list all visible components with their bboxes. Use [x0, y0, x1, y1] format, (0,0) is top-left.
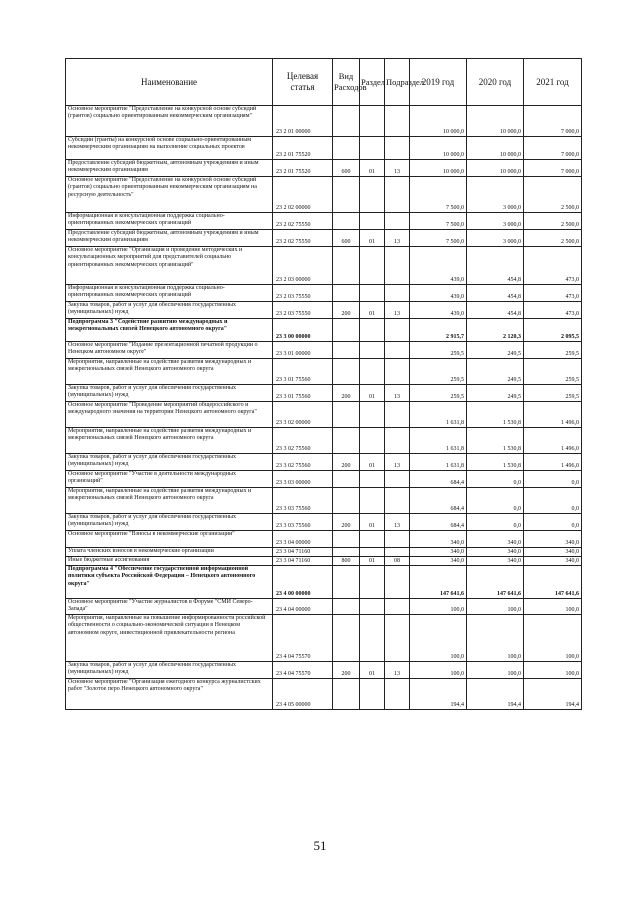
row-section: [360, 106, 385, 137]
table-row: [66, 359, 582, 385]
row-value-2021: 7 000,0: [524, 106, 582, 137]
row-name: Субсидии (гранты) на конкурсной основе социально-ориентированным некоммерческим организациям на выполнение социальных проектов: [66, 137, 273, 160]
table-row: [66, 160, 582, 177]
row-value-2020: 1 530,8: [467, 428, 524, 454]
row-subsection: [385, 359, 410, 385]
row-value-2021: 2 500,0: [524, 230, 582, 247]
row-kind: 200: [333, 385, 360, 402]
budget-sheet: [65, 58, 582, 710]
row-value-2019: 259,5: [410, 342, 467, 359]
row-name: Информационная и консультационная поддержка социально-ориентированных некоммерческих организаций: [66, 285, 273, 302]
row-section: [360, 488, 385, 514]
row-value-2019: 439,0: [410, 302, 467, 319]
row-value-2021: 340,0: [524, 548, 582, 557]
row-value-2019: 100,0: [410, 662, 467, 679]
row-target-code: 23 2 02 75550: [273, 213, 333, 230]
table-row: [66, 137, 582, 160]
table-header-row: [66, 59, 582, 106]
row-subsection: 13: [385, 454, 410, 471]
row-name: Основное мероприятие "Предоставление на конкурсной основе субсидий (грантов) социально ориентированным некоммерческим организациям на ресурсную деятельность": [66, 177, 273, 213]
row-kind: [333, 177, 360, 213]
row-value-2019: 147 641,6: [410, 566, 467, 599]
row-value-2019: 259,5: [410, 385, 467, 402]
header-2020: 2020 год: [467, 59, 524, 106]
table-row: [66, 566, 582, 599]
table-body: [66, 106, 582, 710]
row-kind: 600: [333, 230, 360, 247]
row-value-2020: 340,0: [467, 557, 524, 566]
row-target-code: 23 2 03 75550: [273, 285, 333, 302]
row-name: Закупка товаров, работ и услуг для обеспечения государственных (муниципальных) нужд: [66, 514, 273, 531]
row-value-2021: 473,0: [524, 247, 582, 285]
row-section: [360, 213, 385, 230]
row-kind: [333, 137, 360, 160]
table-row: [66, 615, 582, 662]
header-section: Раздел: [360, 59, 385, 106]
row-value-2019: 7 500,0: [410, 230, 467, 247]
row-name: Предоставление субсидий бюджетным, автономным учреждениям и иным некоммерческим организациям: [66, 160, 273, 177]
row-subsection: [385, 106, 410, 137]
row-target-code: 23 3 03 00000: [273, 471, 333, 488]
row-value-2021: 1 496,0: [524, 428, 582, 454]
row-value-2020: 0,0: [467, 514, 524, 531]
row-kind: [333, 615, 360, 662]
row-value-2021: 473,0: [524, 302, 582, 319]
header-2019: 2019 год: [410, 59, 467, 106]
row-target-code: 23 3 04 71160: [273, 557, 333, 566]
row-value-2020: 340,0: [467, 548, 524, 557]
row-section: [360, 599, 385, 615]
row-target-code: 23 2 01 75520: [273, 137, 333, 160]
table-row: [66, 514, 582, 531]
row-value-2021: 194,4: [524, 679, 582, 710]
row-value-2020: 100,0: [467, 615, 524, 662]
row-section: [360, 402, 385, 428]
row-value-2020: 454,8: [467, 247, 524, 285]
row-value-2019: 684,4: [410, 514, 467, 531]
table-row: [66, 106, 582, 137]
row-value-2019: 100,0: [410, 599, 467, 615]
row-value-2021: 473,0: [524, 285, 582, 302]
row-name: Основное мероприятие "Взносы в некоммерческие организации": [66, 531, 273, 548]
row-subsection: 13: [385, 385, 410, 402]
row-kind: [333, 471, 360, 488]
row-name: Подпрограмма 4 "Обеспечение государственной информационной политики субъекта Российской Федерации – Ненецкого автономного округа": [66, 566, 273, 599]
row-value-2021: 2 500,0: [524, 213, 582, 230]
row-kind: [333, 428, 360, 454]
row-target-code: 23 2 03 00000: [273, 247, 333, 285]
row-value-2021: 340,0: [524, 557, 582, 566]
table-row: [66, 385, 582, 402]
row-subsection: 08: [385, 557, 410, 566]
row-target-code: 23 3 02 75560: [273, 454, 333, 471]
table-row: [66, 319, 582, 342]
row-value-2021: 0,0: [524, 514, 582, 531]
table-row: [66, 302, 582, 319]
row-value-2019: 439,0: [410, 247, 467, 285]
row-target-code: 23 3 01 00000: [273, 342, 333, 359]
row-section: [360, 247, 385, 285]
row-kind: [333, 548, 360, 557]
row-target-code: 23 2 02 75550: [273, 230, 333, 247]
row-name: Подпрограмма 3 "Содействие развитию международных и межрегиональных связей Ненецкого автономного округа": [66, 319, 273, 342]
row-section: [360, 531, 385, 548]
row-value-2021: 100,0: [524, 662, 582, 679]
row-subsection: 13: [385, 160, 410, 177]
row-section: [360, 359, 385, 385]
row-section: 01: [360, 557, 385, 566]
row-value-2020: 340,0: [467, 531, 524, 548]
row-target-code: 23 3 04 71160: [273, 548, 333, 557]
row-target-code: 23 2 02 00000: [273, 177, 333, 213]
header-subsection: Подраздел: [385, 59, 410, 106]
row-subsection: [385, 319, 410, 342]
budget-table: [65, 58, 582, 710]
row-value-2021: 100,0: [524, 599, 582, 615]
row-value-2020: 100,0: [467, 662, 524, 679]
row-value-2020: 0,0: [467, 488, 524, 514]
row-value-2019: 340,0: [410, 548, 467, 557]
row-value-2019: 684,4: [410, 471, 467, 488]
row-name: Основное мероприятие "Проведение мероприятий общероссийского и международного значения на территории Ненецкого автономного округа": [66, 402, 273, 428]
row-kind: [333, 319, 360, 342]
header-2021: 2021 год: [524, 59, 582, 106]
row-section: [360, 428, 385, 454]
page-number: 51: [313, 838, 327, 853]
table-row: [66, 557, 582, 566]
row-subsection: [385, 428, 410, 454]
row-target-code: 23 4 05 00000: [273, 679, 333, 710]
row-target-code: 23 2 01 00000: [273, 106, 333, 137]
row-value-2020: 3 000,0: [467, 213, 524, 230]
row-value-2021: 2 500,0: [524, 177, 582, 213]
row-value-2021: 7 000,0: [524, 160, 582, 177]
row-value-2020: 10 000,0: [467, 106, 524, 137]
row-kind: [333, 599, 360, 615]
row-section: 01: [360, 454, 385, 471]
row-kind: 600: [333, 160, 360, 177]
header-target: Целевая статья: [273, 59, 333, 106]
table-row: [66, 247, 582, 285]
row-target-code: 23 4 04 75570: [273, 615, 333, 662]
row-value-2019: 439,0: [410, 285, 467, 302]
row-value-2020: 1 530,8: [467, 454, 524, 471]
row-value-2019: 7 500,0: [410, 213, 467, 230]
row-value-2019: 100,0: [410, 615, 467, 662]
row-value-2020: 10 000,0: [467, 137, 524, 160]
row-section: 01: [360, 662, 385, 679]
row-value-2021: 0,0: [524, 471, 582, 488]
row-kind: [333, 285, 360, 302]
row-kind: [333, 402, 360, 428]
row-kind: 200: [333, 302, 360, 319]
row-section: [360, 342, 385, 359]
row-subsection: [385, 402, 410, 428]
row-section: 01: [360, 385, 385, 402]
row-value-2021: 100,0: [524, 615, 582, 662]
row-subsection: [385, 679, 410, 710]
row-subsection: [385, 471, 410, 488]
table-row: [66, 230, 582, 247]
row-name: Мероприятия, направленные на повышение информированности российской общественности о социально-экономической ситуации в Ненецком автономном округе, инвестиционной привлекательности региона: [66, 615, 273, 662]
row-value-2019: 259,5: [410, 359, 467, 385]
row-value-2020: 1 530,8: [467, 402, 524, 428]
row-target-code: 23 3 00 00000: [273, 319, 333, 342]
row-value-2019: 10 000,0: [410, 106, 467, 137]
table-row: [66, 285, 582, 302]
row-name: Иные бюджетные ассигнования: [66, 557, 273, 566]
table-row: [66, 213, 582, 230]
row-value-2021: 340,0: [524, 531, 582, 548]
row-subsection: [385, 488, 410, 514]
row-section: 01: [360, 230, 385, 247]
table-row: [66, 177, 582, 213]
row-target-code: 23 3 02 75560: [273, 428, 333, 454]
row-name: Уплата членских взносов в некоммерческие организации: [66, 548, 273, 557]
row-subsection: 13: [385, 302, 410, 319]
row-value-2019: 1 631,8: [410, 428, 467, 454]
row-subsection: 13: [385, 230, 410, 247]
row-value-2020: 249,5: [467, 385, 524, 402]
row-value-2019: 2 915,7: [410, 319, 467, 342]
row-subsection: [385, 531, 410, 548]
row-section: 01: [360, 302, 385, 319]
table-row: [66, 662, 582, 679]
row-subsection: 13: [385, 662, 410, 679]
row-section: [360, 566, 385, 599]
table-row: [66, 599, 582, 615]
row-kind: [333, 106, 360, 137]
row-kind: [333, 679, 360, 710]
row-kind: [333, 247, 360, 285]
row-value-2020: 0,0: [467, 471, 524, 488]
table-row: [66, 402, 582, 428]
row-subsection: 13: [385, 514, 410, 531]
row-name: Основное мероприятие "Организация ежегодного конкурса журналистских работ "Золотое перо Ненецкого автономного округа": [66, 679, 273, 710]
row-kind: 200: [333, 662, 360, 679]
row-value-2021: 2 095,5: [524, 319, 582, 342]
row-target-code: 23 4 04 00000: [273, 599, 333, 615]
row-value-2020: 10 000,0: [467, 160, 524, 177]
row-value-2020: 3 000,0: [467, 230, 524, 247]
row-kind: [333, 213, 360, 230]
row-value-2019: 340,0: [410, 531, 467, 548]
row-name: Мероприятия, направленные на содействие развития международных и межрегиональных связей Ненецкого автономного округа: [66, 428, 273, 454]
row-kind: [333, 531, 360, 548]
row-value-2019: 10 000,0: [410, 137, 467, 160]
row-section: [360, 615, 385, 662]
row-target-code: 23 3 04 00000: [273, 531, 333, 548]
row-value-2019: 194,4: [410, 679, 467, 710]
row-subsection: [385, 285, 410, 302]
row-section: [360, 177, 385, 213]
row-name: Основное мероприятие "Участие в деятельности международных организаций": [66, 471, 273, 488]
row-name: Мероприятия, направленные на содействие развития международных и межрегиональных связей Ненецкого автономного округа: [66, 488, 273, 514]
row-target-code: 23 3 03 75560: [273, 514, 333, 531]
row-subsection: [385, 213, 410, 230]
row-section: [360, 319, 385, 342]
row-value-2021: 259,5: [524, 342, 582, 359]
table-row: [66, 548, 582, 557]
row-value-2021: 259,5: [524, 359, 582, 385]
row-subsection: [385, 615, 410, 662]
row-value-2021: 1 496,0: [524, 402, 582, 428]
row-kind: [333, 488, 360, 514]
row-target-code: 23 4 00 00000: [273, 566, 333, 599]
row-value-2020: 194,4: [467, 679, 524, 710]
row-name: Информационная и консультационная поддержка социально-ориентированных некоммерческих организаций: [66, 213, 273, 230]
row-value-2021: 1 496,0: [524, 454, 582, 471]
row-target-code: 23 3 03 75560: [273, 488, 333, 514]
row-subsection: [385, 566, 410, 599]
row-target-code: 23 4 04 75570: [273, 662, 333, 679]
row-section: [360, 679, 385, 710]
row-value-2020: 249,5: [467, 359, 524, 385]
row-name: Предоставление субсидий бюджетным, автономным учреждениям и иным некоммерческим организациям: [66, 230, 273, 247]
row-kind: [333, 342, 360, 359]
row-kind: 800: [333, 557, 360, 566]
table-row: [66, 488, 582, 514]
row-subsection: [385, 548, 410, 557]
row-kind: [333, 359, 360, 385]
row-value-2019: 7 500,0: [410, 177, 467, 213]
table-row: [66, 471, 582, 488]
table-row: [66, 428, 582, 454]
row-value-2020: 2 120,3: [467, 319, 524, 342]
row-subsection: [385, 137, 410, 160]
row-section: [360, 285, 385, 302]
row-name: Мероприятия, направленные на содействие развития международных и межрегиональных связей Ненецкого автономного округа: [66, 359, 273, 385]
row-subsection: [385, 177, 410, 213]
row-subsection: [385, 599, 410, 615]
row-name: Закупка товаров, работ и услуг для обеспечения государственных (муниципальных) нужд: [66, 302, 273, 319]
row-value-2020: 454,8: [467, 302, 524, 319]
table-row: [66, 342, 582, 359]
table-row: [66, 531, 582, 548]
row-section: [360, 471, 385, 488]
row-value-2021: 7 000,0: [524, 137, 582, 160]
row-value-2020: 3 000,0: [467, 177, 524, 213]
row-kind: 200: [333, 514, 360, 531]
table-row: [66, 679, 582, 710]
row-target-code: 23 3 01 75560: [273, 359, 333, 385]
row-name: Основное мероприятие "Участие журналистов в Форуме "СМИ Северо-Запада": [66, 599, 273, 615]
row-subsection: [385, 247, 410, 285]
row-target-code: 23 2 01 75520: [273, 160, 333, 177]
row-section: 01: [360, 160, 385, 177]
row-value-2019: 1 631,8: [410, 402, 467, 428]
header-name: Наименование: [66, 59, 273, 106]
header-kind: Вид Расходов: [333, 59, 360, 106]
row-name: Закупка товаров, работ и услуг для обеспечения государственных (муниципальных) нужд: [66, 662, 273, 679]
row-subsection: [385, 342, 410, 359]
row-section: [360, 137, 385, 160]
row-target-code: 23 2 03 75550: [273, 302, 333, 319]
row-value-2020: 100,0: [467, 599, 524, 615]
row-kind: [333, 566, 360, 599]
row-value-2020: 147 641,6: [467, 566, 524, 599]
table-row: [66, 454, 582, 471]
row-name: Закупка товаров, работ и услуг для обеспечения государственных (муниципальных) нужд: [66, 454, 273, 471]
row-target-code: 23 3 02 00000: [273, 402, 333, 428]
row-value-2019: 1 631,8: [410, 454, 467, 471]
row-value-2021: 147 641,6: [524, 566, 582, 599]
row-name: Основное мероприятие "Издание презентационной печатной продукции о Ненецком автономном округе": [66, 342, 273, 359]
row-value-2020: 454,8: [467, 285, 524, 302]
row-value-2019: 10 000,0: [410, 160, 467, 177]
row-target-code: 23 3 01 75560: [273, 385, 333, 402]
row-value-2020: 249,5: [467, 342, 524, 359]
row-section: 01: [360, 514, 385, 531]
row-section: [360, 548, 385, 557]
row-value-2021: 259,5: [524, 385, 582, 402]
row-value-2021: 0,0: [524, 488, 582, 514]
row-name: Основное мероприятие "Предоставление на конкурсной основе субсидий (грантов) социально ориентированным некоммерческим организациям": [66, 106, 273, 137]
row-value-2019: 340,0: [410, 557, 467, 566]
row-value-2019: 684,4: [410, 488, 467, 514]
row-kind: 200: [333, 454, 360, 471]
row-name: Основное мероприятие "Организация и проведение методических и консультационных мероприятий для представителей социально ориентированных некоммерческих организаций": [66, 247, 273, 285]
row-name: Закупка товаров, работ и услуг для обеспечения государственных (муниципальных) нужд: [66, 385, 273, 402]
